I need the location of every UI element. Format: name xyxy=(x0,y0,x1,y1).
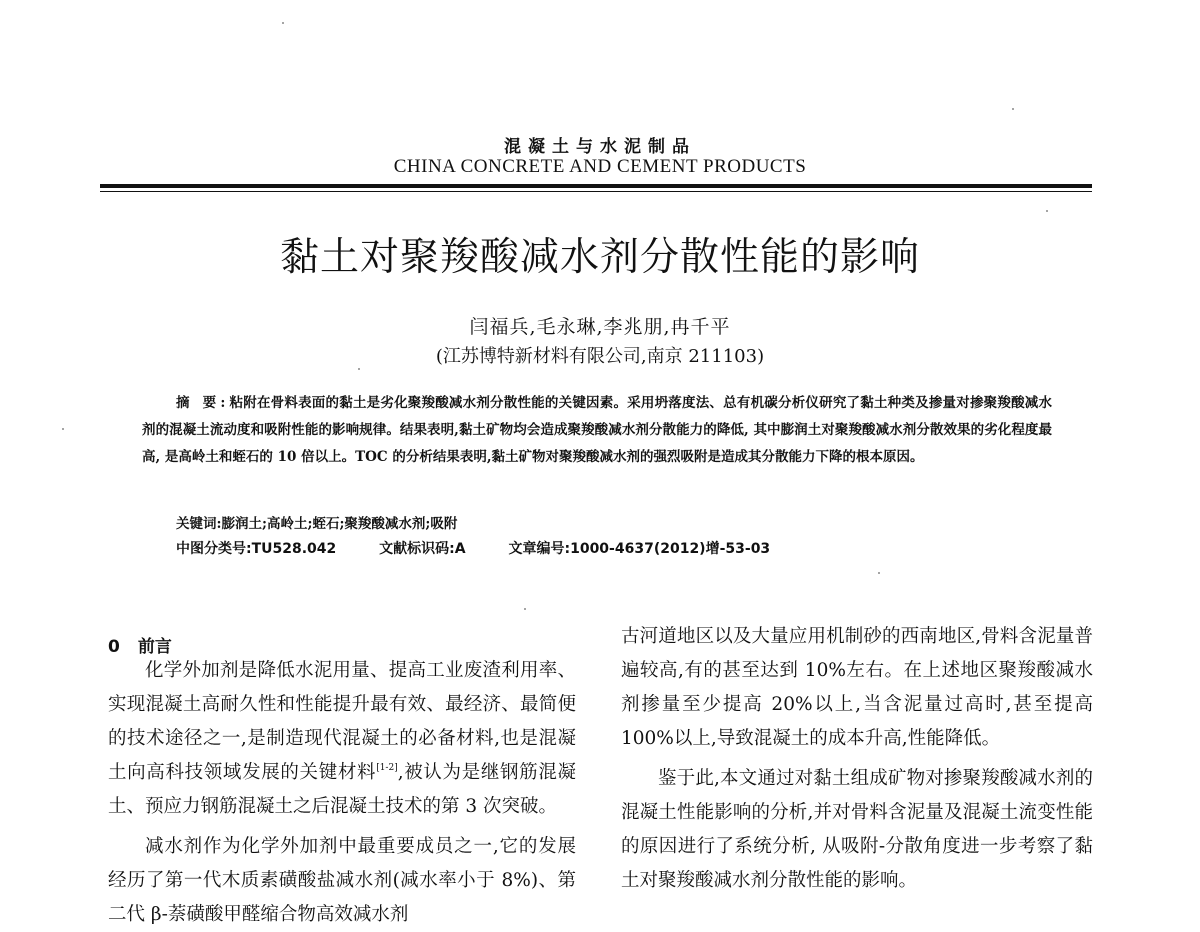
section-title: 前言 xyxy=(137,637,172,657)
scan-speck xyxy=(1012,108,1014,110)
scan-speck xyxy=(358,368,360,370)
left-column xyxy=(108,654,576,932)
scan-speck xyxy=(1046,210,1048,212)
paragraph-text: 化学外加剂是降低水泥用量、提高工业废渣利用率、实现混凝土高耐久性和性能提升最有效、最经济、最简便的技术途径之一,是制造现代混凝土的必备材料,也是混凝土向高科技领域发展的关键材料 xyxy=(108,660,576,783)
right-column xyxy=(621,620,1093,898)
journal-title-en: CHINA CONCRETE AND CEMENT PRODUCTS xyxy=(393,156,807,177)
clc-number: 中图分类号:TU528.042 xyxy=(176,541,337,557)
paragraph: 古河道地区以及大量应用机制砂的西南地区,骨料含泥量普遍较高,有的甚至达到 10%左右。在上述地区聚羧酸减水剂掺量至少提高 20%以上,当含泥量过高时,甚至提高 100%以上,导致混凝土的成本升高,性能降低。 xyxy=(621,626,1093,749)
document-code: 文献标识码:A xyxy=(379,541,466,557)
scan-speck xyxy=(878,572,880,574)
paragraph-text: ,被认为是继钢筋混凝土、预应力钢筋混凝土之后混凝土技术的第 3 次突破。 xyxy=(108,762,576,817)
article-number: 文章编号:1000-4637(2012)增-53-03 xyxy=(508,541,771,557)
classification-line xyxy=(176,538,808,558)
section-number: 0 xyxy=(108,637,120,657)
keywords-text: 膨润土;高岭土;蛭石;聚羧酸减水剂;吸附 xyxy=(221,516,458,532)
journal-title-cn: 混凝土与水泥制品 xyxy=(504,137,696,157)
authors: 闫福兵,毛永琳,李兆朋,冉千平 xyxy=(469,316,731,338)
citation: [1-2] xyxy=(376,763,398,773)
affiliation: (江苏博特新材料有限公司,南京 211103) xyxy=(435,346,765,367)
scan-speck xyxy=(282,22,284,24)
keywords xyxy=(176,512,457,532)
abstract-text: 粘附在骨料表面的黏土是劣化聚羧酸减水剂分散性能的关键因素。采用坍落度法、总有机碳分析仪研究了黏土种类及掺量对掺聚羧酸减水剂的混凝土流动度和吸附性能的影响规律。结果表明,黏土矿物均会造成聚羧酸减水剂分散能力的降低, 其中膨润土对聚羧酸减水剂分散效果的劣化程度最高, 是高岭土和蛭石的 10 倍以上。TOC 的分析结果表明,黏土矿物对聚羧酸减水剂的强烈吸附是造成其分散能力下降的根本原因。 xyxy=(142,395,1053,465)
abstract-label: 摘 要: xyxy=(176,395,230,411)
paragraph: 减水剂作为化学外加剂中最重要成员之一,它的发展经历了第一代木质素磺酸盐减水剂(减水率小于 8%)、第二代 β-萘磺酸甲醛缩合物高效减水剂 xyxy=(108,836,576,925)
abstract xyxy=(142,390,1052,471)
paragraph xyxy=(108,654,576,824)
header-rule-thick xyxy=(100,184,1092,188)
scan-speck xyxy=(62,428,64,430)
keywords-label: 关键词: xyxy=(176,516,222,532)
scan-speck xyxy=(524,608,526,610)
article-title: 黏土对聚羧酸减水剂分散性能的影响 xyxy=(279,235,920,280)
paragraph: 鉴于此,本文通过对黏土组成矿物对掺聚羧酸减水剂的混凝土性能影响的分析,并对骨料含泥量及混凝土流变性能的原因进行了系统分析, 从吸附-分散角度进一步考察了黏土对聚羧酸减水剂分散性能的影响。 xyxy=(621,768,1093,891)
header-rule-thin xyxy=(100,191,1092,192)
